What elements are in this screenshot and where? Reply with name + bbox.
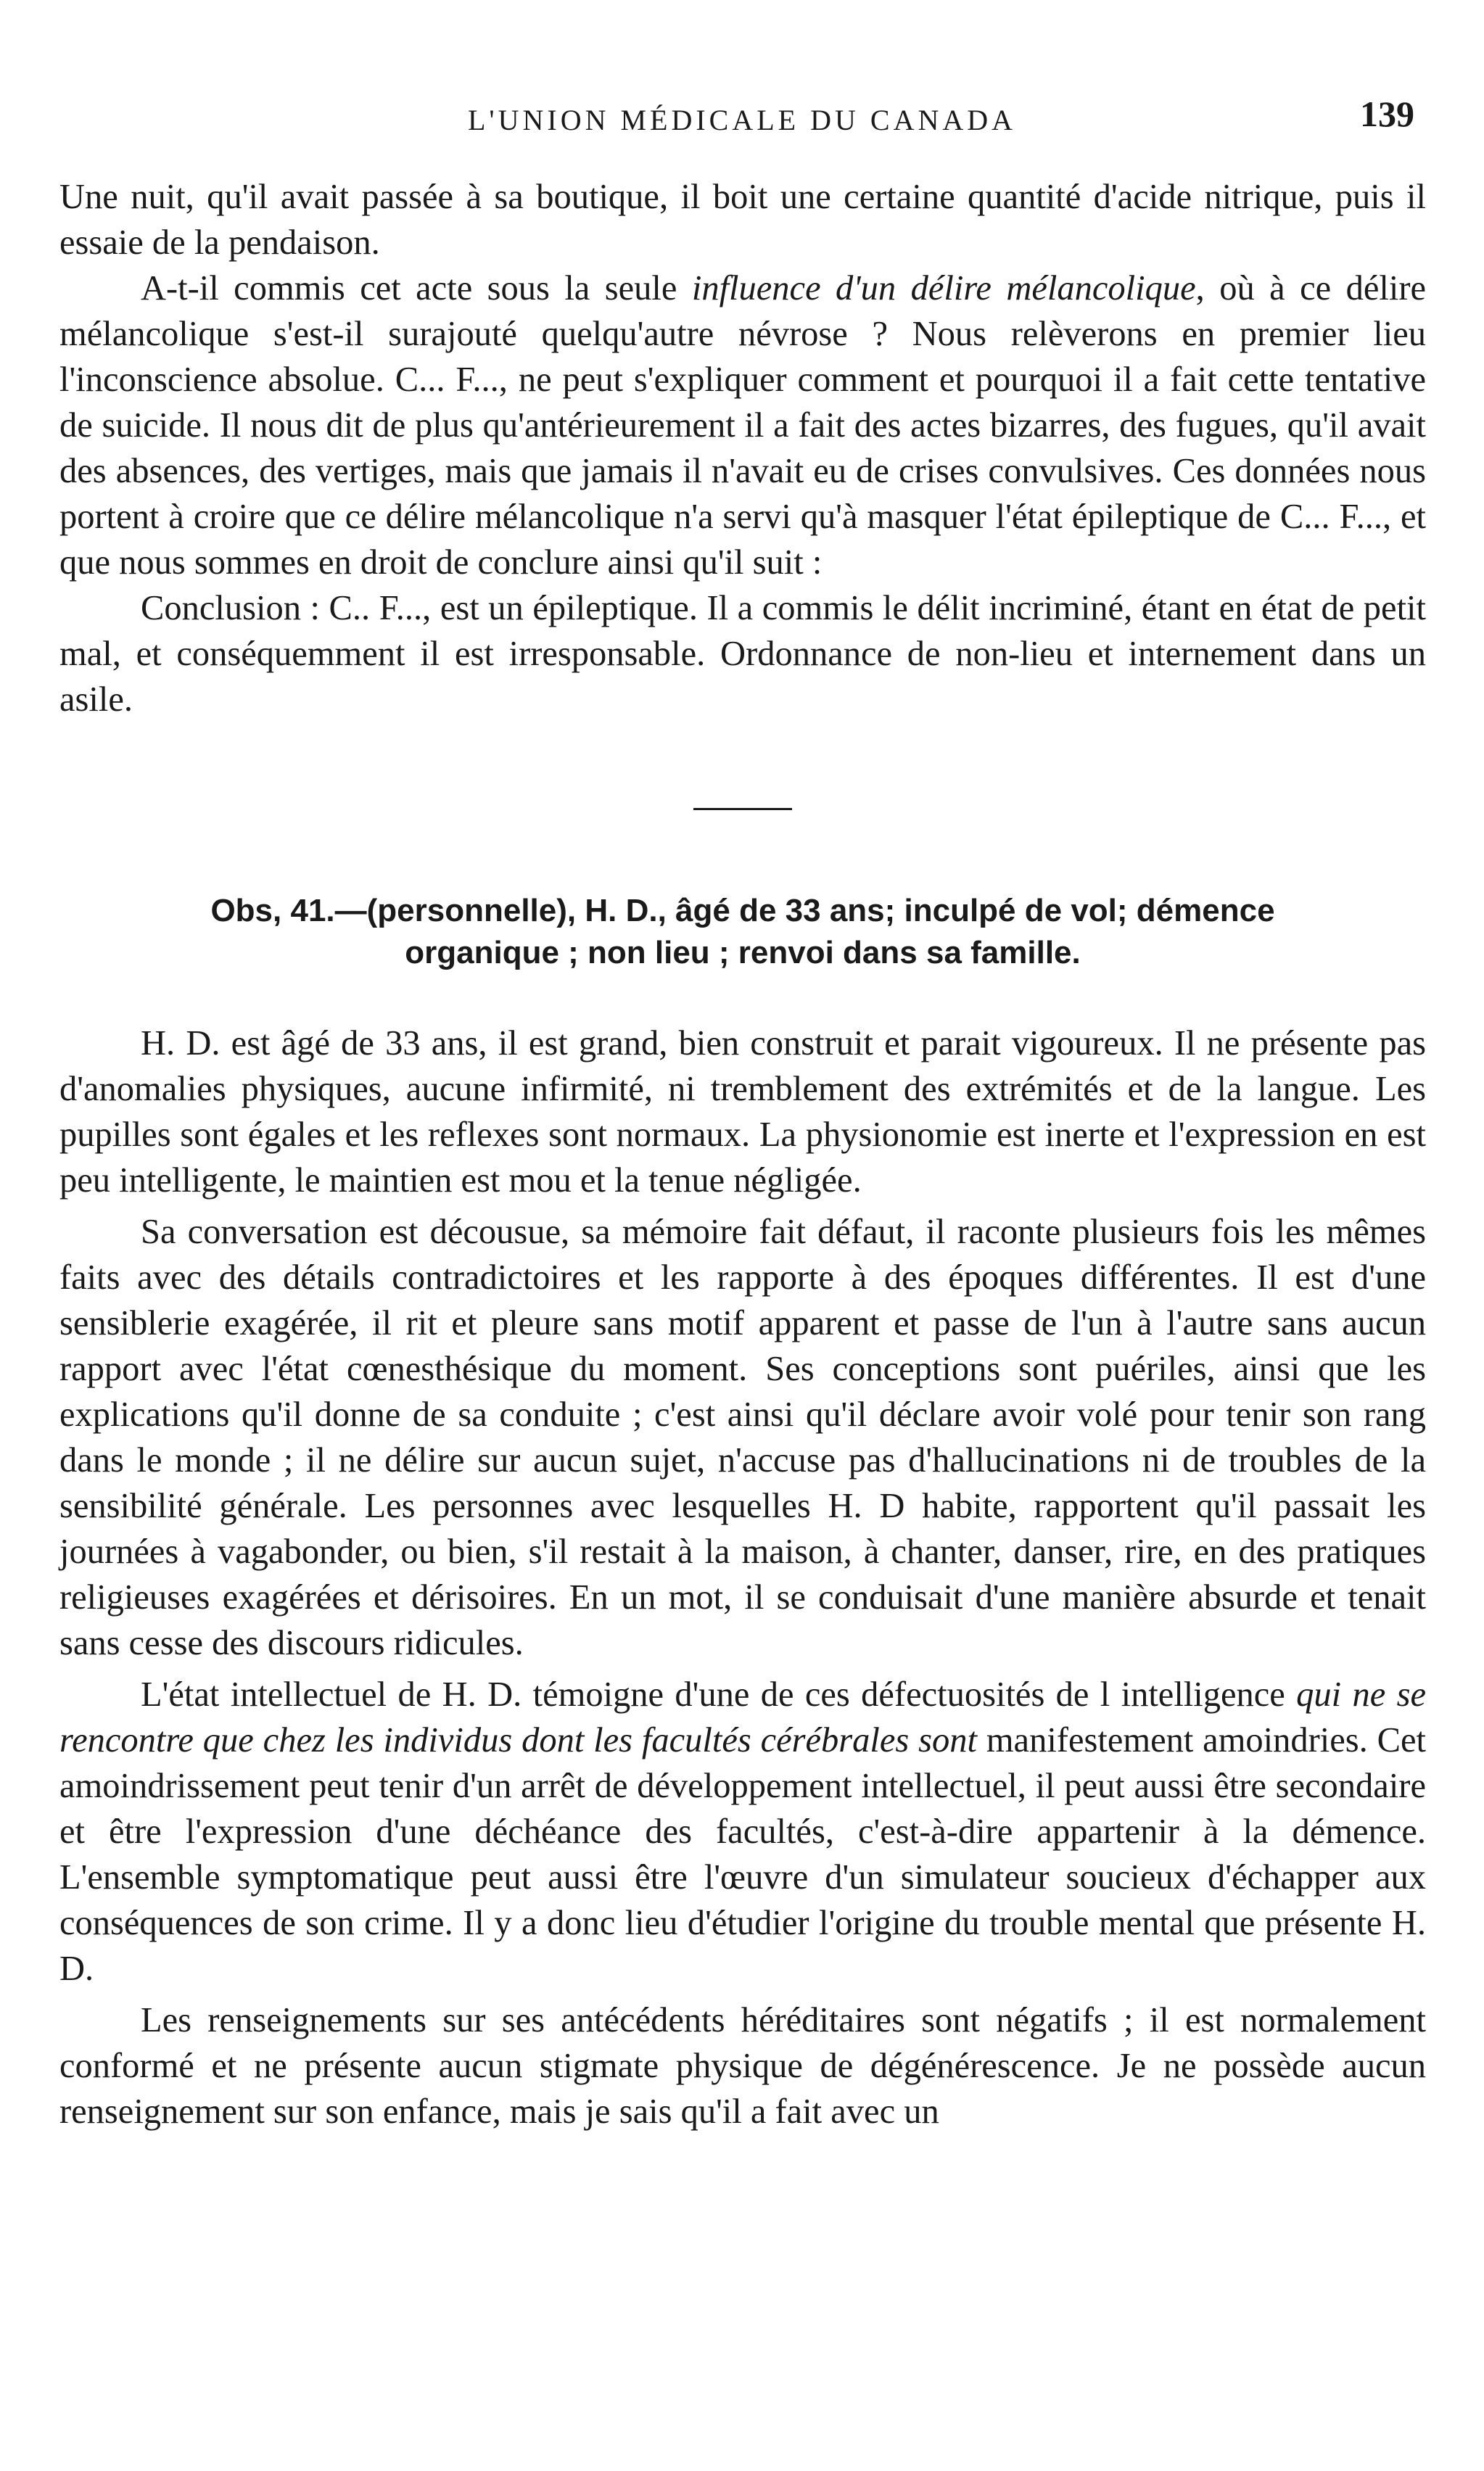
paragraph-analysis-text-b: , où à ce délire mélancolique s'est-il surajouté quelqu'autre névrose ? Nous relèverons en premier lieu l'inconscience absolue. C... F..., ne peut s'expliquer comment et pourquoi il a fait cette tentative de suicide. Il nous dit de plus qu'antérieurement il a fait des actes bizarres, des fugues, qu'il avait des absences, des vertiges, mais que jamais il n'avait eu de crises convulsives. Ces données nous portent à croire que ce délire mélancolique n'a servi qu'à masquer l'état épileptique de C... F..., et que nous sommes en droit de conclure ainsi qu'il suit : <box>59 269 1427 582</box>
page-header <box>65 93 1419 144</box>
paragraph-conclusion: Conclusion : C.. F..., est un épileptique. Il a commis le délit incriminé, étant en état de petit mal, et conséquemment il est irresponsable. Ordonnance de non-lieu et internement dans un asile. <box>59 589 1426 719</box>
paragraph-intellect-text-b: manifestement amoindries. Cet amoindrissement peut tenir d'un arrêt de développement intellectuel, il peut aussi être secondaire et être l'expression d'une déchéance des facultés, c'est-à-dire appartenir à la démence. L'ensemble symptomatique peut aussi être l'œuvre d'un simulateur soucieux d'échapper aux conséquences de son crime. Il y a donc lieu d'étudier l'origine du trouble mental que présente H. D. <box>59 1721 1427 1988</box>
paragraph-analysis <box>59 265 1426 585</box>
paragraph-observation-heredity: Les renseignements sur ses antécédents héréditaires sont négatifs ; il est normalement conformé et ne présente aucun stigmate physique de dégénérescence. Je ne possède aucun renseignement sur son enfance, mais je sais qu'il a fait avec un <box>59 2001 1426 2131</box>
page-body <box>59 174 1426 2134</box>
paragraph-analysis-text-a: A-t-il commis cet acte sous la seule <box>141 269 692 308</box>
paragraph-intellect-emphasis: qui ne se rencontre que chez les individus dont les facultés cérébrales sont <box>59 1675 1427 1760</box>
paragraph-observation-physical: H. D. est âgé de 33 ans, il est grand, bien construit et parait vigoureux. Il ne présente pas d'anomalies physiques, aucune infirmité, ni tremblement des extrémités et de la langue. Les pupilles sont égales et les reflexes sont normaux. La physionomie est inerte et l'expression en est peu intelligente, le maintien est mou et la tenue négligée. <box>59 1024 1426 1200</box>
observation-heading-line2: organique ; non lieu ; renvoi dans sa famille. <box>405 935 1081 970</box>
paragraph-observation-conversation: Sa conversation est décousue, sa mémoire fait défaut, il raconte plusieurs fois les mêmes faits avec des détails contradictoires et les rapporte à des époques différentes. Il est d'une sensiblerie exagérée, il rit et pleure sans motif apparent et passe de l'un à l'autre sans aucun rapport avec l'état cœnesthésique du moment. Ses conceptions sont puériles, ainsi que les explications qu'il donne de sa conduite ; c'est ainsi qu'il déclare avoir volé pour tenir son rang dans le monde ; il ne délire sur aucun sujet, n'accuse pas d'hallucinations ni de troubles de la sensibilité générale. Les personnes avec lesquelles H. D habite, rapportent qu'il passait les journées à vagabonder, ou bien, s'il restait à la maison, à chanter, danser, rire, en des pratiques religieuses exagérées et dérisoires. En un mot, il se conduisait d'une manière absurde et tenait sans cesse des discours ridicules. <box>59 1213 1426 1662</box>
page-number: 139 <box>1360 94 1414 134</box>
paragraph-intellect-text-a: L'état intellectuel de H. D. témoigne d'une de ces défectuosités de l intelligence <box>141 1675 1297 1714</box>
paragraph-continued: Une nuit, qu'il avait passée à sa boutique, il boit une certaine quantité d'acide nitrique, puis il essaie de la pendaison. <box>59 178 1426 262</box>
paragraph-observation-intellect <box>59 1672 1426 1992</box>
observation-heading-line1: Obs, 41.—(personnelle), H. D., âgé de 33 ans; inculpé de vol; démence <box>210 893 1275 928</box>
running-title: L'UNION MÉDICALE DU CANADA <box>467 104 1017 136</box>
observation-heading <box>59 890 1426 974</box>
paragraph-analysis-emphasis: influence d'un délire mélancolique <box>691 269 1196 308</box>
section-divider <box>693 808 792 810</box>
